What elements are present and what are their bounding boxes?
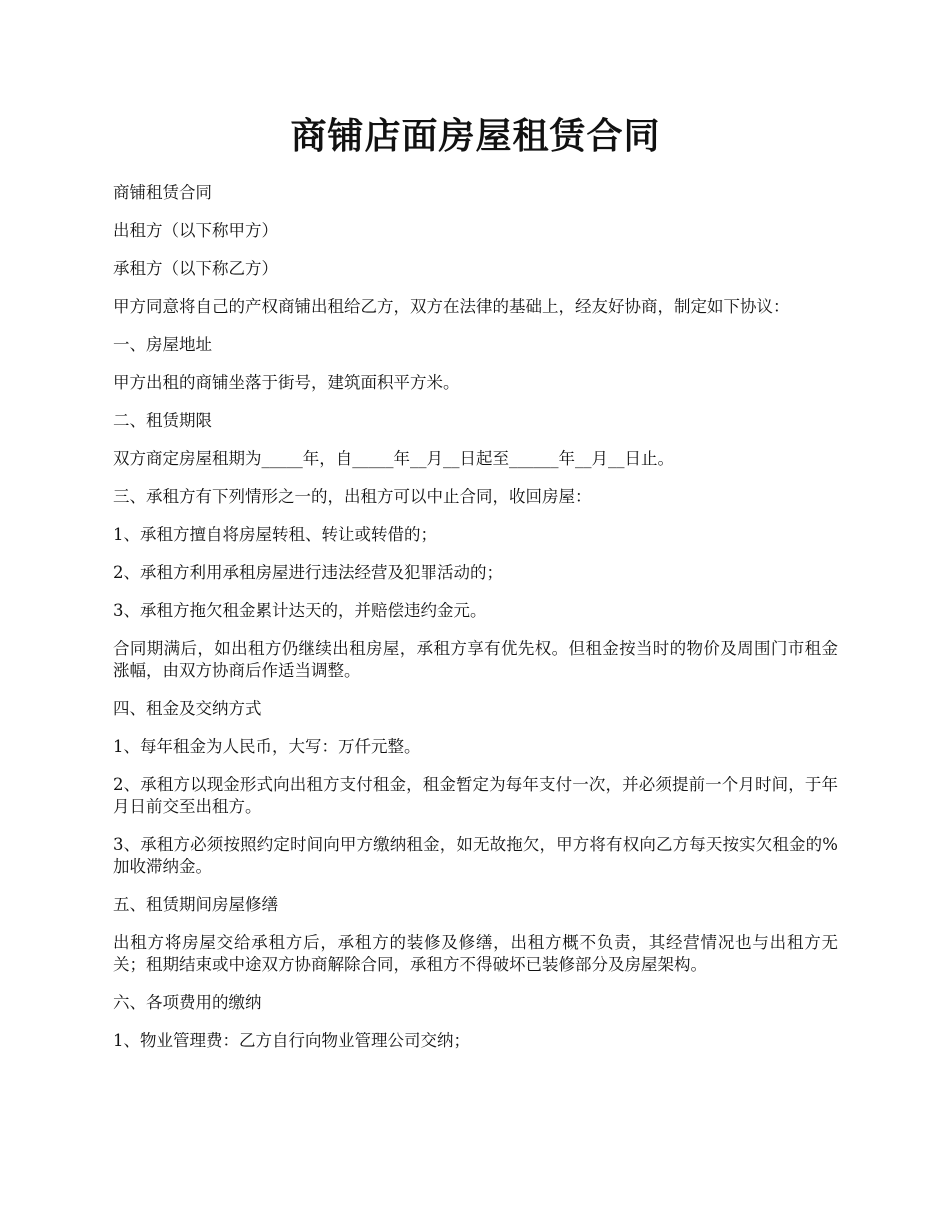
clause-item: 2、承租方以现金形式向出租方支付租金，租金暂定为每年支付一次，并必须提前一个月时间，于年月日前交至出租方。 <box>113 775 838 816</box>
document-body <box>113 182 838 1052</box>
clause-item: 1、物业管理费：乙方自行向物业管理公司交纳； <box>113 1031 470 1050</box>
paragraph-address: 甲方出租的商铺坐落于街号，建筑面积平方米。 <box>113 373 460 392</box>
clause-item: 3、承租方必须按照约定时间向甲方缴纳租金，如无故拖欠，甲方将有权向乙方每天按实欠租金的%加收滞纳金。 <box>113 835 838 876</box>
clause-item: 2、承租方利用承租房屋进行违法经营及犯罪活动的； <box>113 563 503 582</box>
section-heading-address: 一、房屋地址 <box>113 335 212 354</box>
paragraph-term: 双方商定房屋租期为_____年，自_____年__月__日起至______年__月__日止。 <box>113 449 674 468</box>
section-heading-fees: 六、各项费用的缴纳 <box>113 993 262 1012</box>
paragraph-subtitle: 商铺租赁合同 <box>113 183 212 202</box>
paragraph-repair: 出租方将房屋交给承租方后，承租方的装修及修缮，出租方概不负责，其经营情况也与出租方无关；租期结束或中途双方协商解除合同，承租方不得破坏已装修部分及房屋架构。 <box>113 933 838 974</box>
section-heading-term: 二、租赁期限 <box>113 411 212 430</box>
clause-item: 3、承租方拖欠租金累计达天的，并赔偿违约金元。 <box>113 601 487 620</box>
paragraph-renewal: 合同期满后，如出租方仍继续出租房屋，承租方享有优先权。但租金按当时的物价及周围门市租金涨幅，由双方协商后作适当调整。 <box>113 639 838 680</box>
document-title: 商铺店面房屋租赁合同 <box>290 115 661 157</box>
clause-item: 1、承租方擅自将房屋转租、转让或转借的； <box>113 525 437 544</box>
clause-item: 1、每年租金为人民币，大写：万仟元整。 <box>113 737 421 756</box>
section-heading-termination: 三、承租方有下列情形之一的，出租方可以中止合同，收回房屋： <box>113 487 592 506</box>
section-heading-repair: 五、租赁期间房屋修缮 <box>113 895 278 914</box>
paragraph-lessor: 出租方（以下称甲方） <box>113 221 278 240</box>
paragraph-lessee: 承租方（以下称乙方） <box>113 259 278 278</box>
section-heading-rent: 四、租金及交纳方式 <box>113 699 262 718</box>
paragraph-preamble: 甲方同意将自己的产权商铺出租给乙方，双方在法律的基础上，经友好协商，制定如下协议： <box>113 297 790 316</box>
